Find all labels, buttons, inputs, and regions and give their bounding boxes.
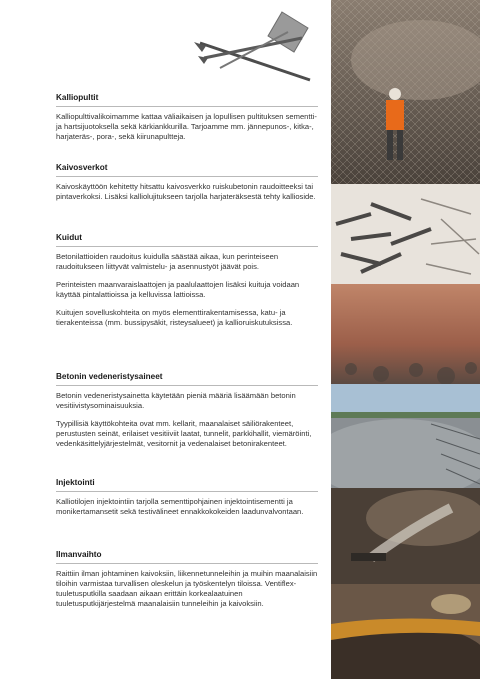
section-heading: Kalliopultit bbox=[56, 93, 318, 107]
section-heading: Betonin vedeneristysaineet bbox=[56, 372, 318, 386]
section-paragraph: Kaivoskäyttöön kehitetty hitsattu kaivosverkko ruiskubetonin raudoitteeksi tai pintaverkoksi. Lisäksi kalliolujitukseen tarjolla harjateräksestä tehty kallioside. bbox=[56, 182, 316, 201]
section-vedeneristys bbox=[56, 372, 318, 457]
section-kuidut bbox=[56, 233, 318, 336]
section-ilmanvaihto bbox=[56, 550, 318, 617]
section-paragraph: Tyypillisiä käyttökohteita ovat mm. kellarit, maanalaiset säiliörakenteet, perustusten seinät, erilaiset vesitiiviit laatat, tunnelit, parkkihallit, viemäröinti, vedenkäsittelyjärjestelmät, vesitornit ja vedenalaiset betonirakenteet. bbox=[56, 419, 312, 448]
section-paragraph: Betonin vedeneristysainetta käytetään pieniä määriä lisäämään betonin vesitiivistysominaisuuksia. bbox=[56, 391, 296, 410]
steel-fibers-photo bbox=[331, 184, 480, 284]
section-heading: Injektointi bbox=[56, 478, 318, 492]
section-kalliopultit bbox=[56, 93, 318, 150]
rock-surface-photo bbox=[331, 284, 480, 384]
injection-spray-photo bbox=[331, 488, 480, 584]
section-paragraph: Kuitujen sovelluskohteita on myös elementtirakentamisessa, katu- ja tierakenteissa (mm. bussipysäkit, risteysalueet) ja kallioruiskutuksissa. bbox=[56, 308, 293, 327]
section-heading: Kaivosverkot bbox=[56, 163, 318, 177]
section-paragraph: Perinteisten maanvaraislaattojen ja paalulaattojen lisäksi kuituja voidaan käyttää pintalattioissa ja kelluvissa lattioissa. bbox=[56, 280, 300, 299]
section-kaivosverkot bbox=[56, 163, 318, 210]
section-paragraph: Kalliotilojen injektointiin tarjolla sementtipohjainen injektointisementti ja monikertamansetit sekä testivälineet ennakkokokeiden laadunvalvontaan. bbox=[56, 497, 304, 516]
concrete-tank-photo bbox=[331, 384, 480, 488]
section-heading: Kuidut bbox=[56, 233, 318, 247]
section-paragraph: Kalliopulttivalikoimamme kattaa väliaikaisen ja lopullisen pultituksen sementti- ja hartsijuotoksella sekä kärkiankkurilla. Tarjoamme mm. jännepunos-, kitka-, harjateräs-, pora-, sekä kiirunapultteja. bbox=[56, 112, 317, 141]
tunnel-ventilation-photo bbox=[331, 584, 480, 679]
mine-wall-worker-photo bbox=[331, 0, 480, 184]
section-heading: Ilmanvaihto bbox=[56, 550, 318, 564]
section-injektointi bbox=[56, 478, 318, 525]
section-paragraph: Raittiin ilman johtaminen kaivoksiin, liikennetunneleihin ja muihin maanalaisiin tiloihin varmistaa turvallisen oleskelun ja työskentelyn tiloissa. Ventiflex-tuuletusputkilla saadaan aikaan erittäin korkealaatuinen tuuletusputkijärjestelmä maanalaisiin tunneleihin ja kaivoksiin. bbox=[56, 569, 318, 608]
photo-column bbox=[331, 0, 480, 679]
section-paragraph: Betonilattioiden raudoitus kuidulla säästää aikaa, kun perinteiseen raudoitukseen liittyvät valmistelu- ja asennustyöt jäävät pois. bbox=[56, 252, 279, 271]
